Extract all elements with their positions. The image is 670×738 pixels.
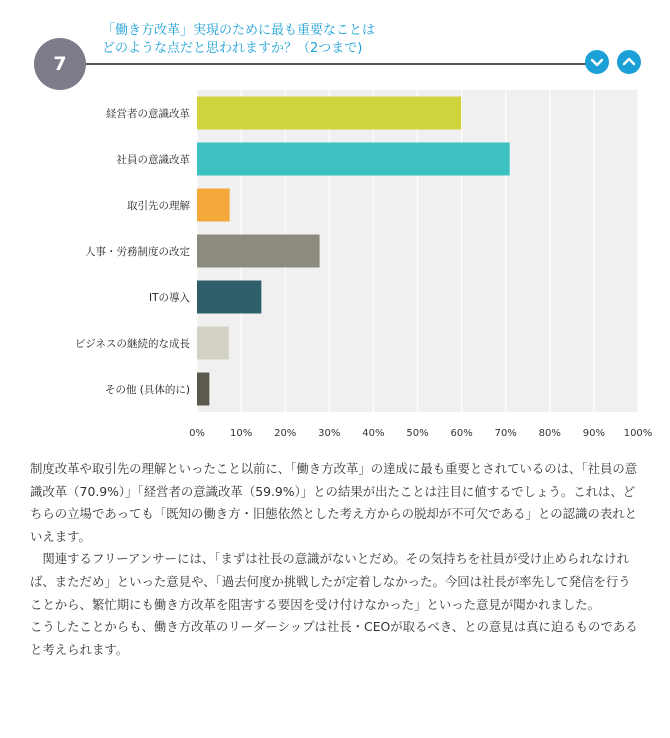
chevron-down-icon[interactable] (585, 50, 609, 74)
question-title-line1: 「働き方改革」実現のために最も重要なことは (102, 23, 376, 38)
body-paragraph-2: 関連するフリーアンサーには、「まずは社長の意識がないとだめ。その気持ちを社員が受け止められなければ、まただめ」といった意見や、「過去何度か挑戦したが定着しなかった。今回は社長が率先して発信を行うことから、繁忙期にも働き方改革を阻害する要因を受け付けなかった」といった意見が聞かれました。 (30, 551, 631, 612)
x-tick-label: 60% (450, 428, 473, 439)
category-label: ITの導入 (148, 292, 190, 304)
header-divider (86, 63, 608, 65)
chevron-up-icon[interactable] (617, 50, 641, 74)
x-tick-label: 90% (582, 428, 606, 439)
x-tick-label: 80% (538, 428, 561, 439)
x-tick-label: 70% (494, 428, 517, 439)
category-label: ビジネスの継続的な成長 (74, 338, 190, 350)
x-tick-label: 20% (274, 428, 297, 439)
question-title-line2: どのような点だと思われますか？（2つまで) (102, 41, 363, 56)
body-paragraph-3: こうしたことからも、働き方改革のリーダーシップは社長・CEOが取るべき、との意見は真に迫るものであると考えられます。 (30, 619, 638, 657)
x-tick-label: 30% (318, 428, 341, 439)
category-label: 人事・労務制度の改定 (85, 246, 190, 258)
bar (197, 97, 461, 130)
bar (197, 373, 209, 406)
x-tick-label: 10% (229, 428, 253, 439)
x-tick-label: 50% (406, 428, 429, 439)
bar (197, 143, 510, 176)
category-label: 経営者の意識改革 (106, 108, 190, 120)
x-tick-label: 40% (362, 428, 385, 439)
question-header (0, 0, 670, 100)
bar (197, 189, 230, 222)
question-title (102, 22, 582, 58)
category-label: 取引先の理解 (127, 200, 190, 212)
bar (197, 327, 229, 360)
question-number-badge: 7 (34, 38, 86, 90)
category-label: その他 (具体的に) (104, 384, 190, 396)
bar-chart (0, 90, 670, 450)
article-body (30, 458, 642, 661)
x-tick-label: 100% (623, 428, 653, 439)
category-label: 社員の意識改革 (116, 154, 190, 166)
bar (197, 235, 320, 268)
bar (197, 281, 261, 314)
x-tick-label: 0% (189, 428, 205, 439)
body-paragraph-1: 制度改革や取引先の理解といったこと以前に、「働き方改革」の達成に最も重要とされているのは、「社員の意識改革（70.9%）」「経営者の意識改革（59.9%）」との結果が出たことは注目に値するでしょう。これは、どちらの立場であっても「既知の働き方・旧態依然とした考え方からの脱却が不可欠である」との認識の表れといえます。 (30, 461, 638, 544)
